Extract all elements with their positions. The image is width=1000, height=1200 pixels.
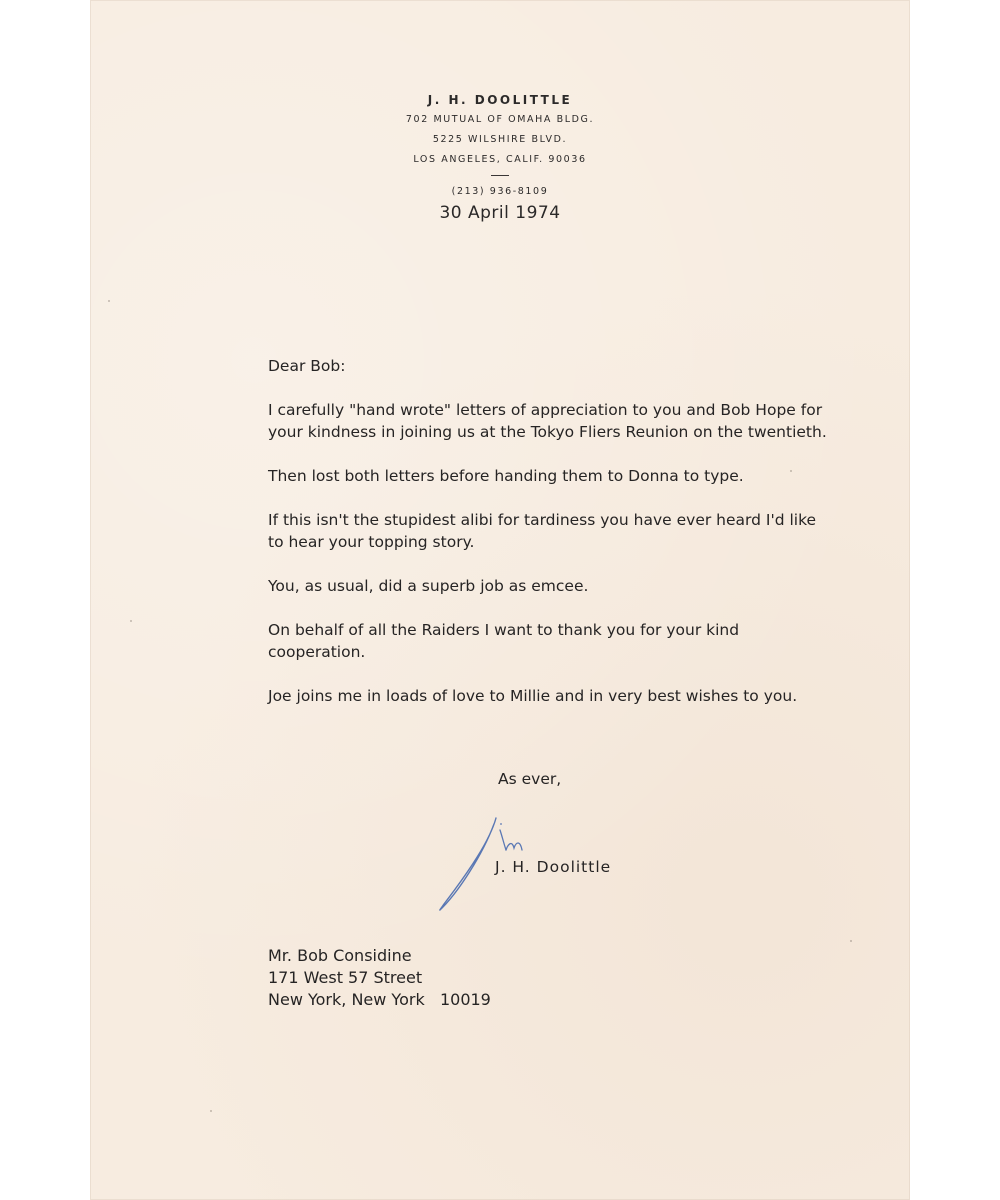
letterhead (90, 90, 910, 202)
paper-speck (108, 300, 110, 302)
letterhead-city: LOS ANGELES, CALIF. 90036 (413, 154, 587, 165)
letter-date: 30 April 1974 (439, 203, 561, 223)
recipient-city: New York, New York 10019 (268, 990, 491, 1009)
paper-speck (850, 940, 852, 942)
paper-speck (790, 470, 792, 472)
paragraph-6: Joe joins me in loads of love to Millie and in very best wishes to you. (268, 687, 798, 705)
recipient-street: 171 West 57 Street (268, 968, 423, 987)
recipient-name: Mr. Bob Considine (268, 946, 412, 965)
letter-body (268, 355, 828, 729)
paragraph-3: If this isn't the stupidest alibi for tardiness you have ever heard I'd like to hear your topping story. (268, 511, 817, 551)
letterhead-name: J. H. DOOLITTLE (427, 93, 573, 107)
letter-paper (90, 0, 910, 1200)
recipient-address (268, 945, 491, 1011)
paragraph-5: On behalf of all the Raiders I want to thank you for your kind cooperation. (268, 621, 740, 661)
paper-speck (210, 1110, 212, 1112)
paragraph-2: Then lost both letters before handing them to Donna to type. (268, 467, 744, 485)
letterhead-phone: (213) 936-8109 (451, 186, 549, 197)
letterhead-building: 702 MUTUAL OF OMAHA BLDG. (405, 114, 595, 125)
paper-speck (130, 620, 132, 622)
paragraph-4: You, as usual, did a superb job as emcee. (268, 577, 589, 595)
paragraph-1: I carefully "hand wrote" letters of appreciation to you and Bob Hope for your kindness in joining us at the Tokyo Fliers Reunion on the twentieth. (268, 401, 827, 441)
signer-name: J. H. Doolittle (495, 858, 612, 876)
salutation: Dear Bob: (268, 357, 346, 375)
letterhead-divider (491, 175, 509, 176)
closing: As ever, (498, 770, 562, 788)
letterhead-street: 5225 WILSHIRE BLVD. (432, 134, 568, 145)
